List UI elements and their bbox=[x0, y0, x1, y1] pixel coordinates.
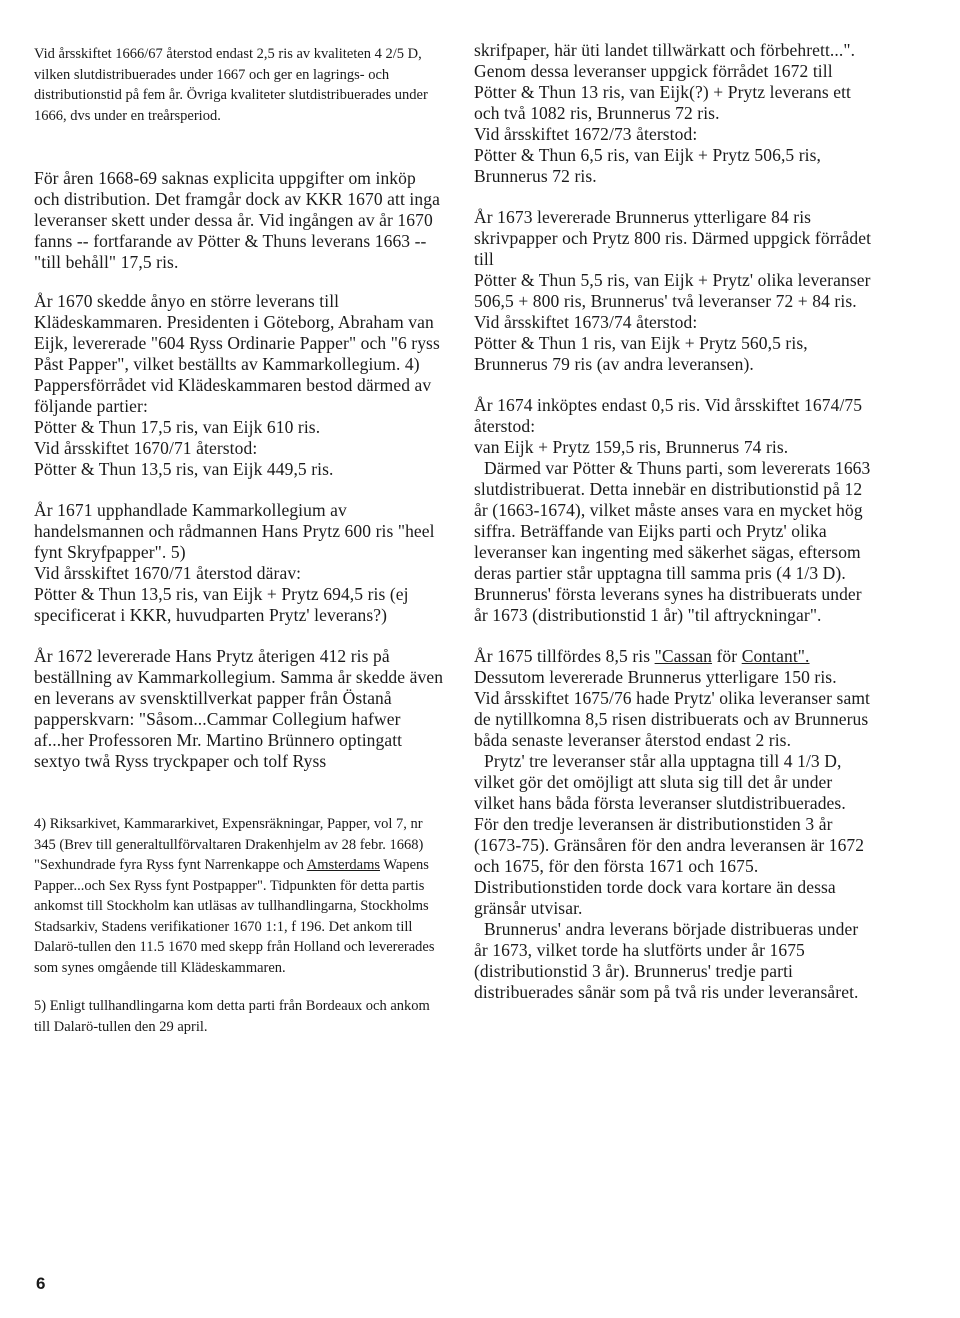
paragraph-1673: År 1673 levererade Brunnerus ytterligare 84 ris skrivpapper och Prytz 800 ris. Därmed uppgick förrådet till bbox=[474, 207, 872, 269]
paragraph-1673-74-heading: Vid årsskiftet 1673/74 återstod: bbox=[474, 312, 698, 332]
paragraph-1670-71-remaining: Pötter & Thun 13,5 ris, van Eijk 449,5 ris. bbox=[34, 459, 334, 479]
footnote-4 bbox=[34, 814, 444, 978]
paragraph-1671-remaining: Pötter & Thun 13,5 ris, van Eijk + Prytz 694,5 ris (ej specificerat i KKR, huvudparten Prytz' leverans?) bbox=[34, 584, 409, 625]
spacer bbox=[474, 187, 874, 207]
paragraph-1675 bbox=[474, 646, 874, 688]
spacer bbox=[34, 796, 444, 814]
right-column bbox=[474, 40, 874, 1003]
paragraph-1668-69: För åren 1668-69 saknas explicita uppgifter om inköp och distribution. Det framgår dock av KKR 1670 att inga leveranser skett under dessa år. Vid ingången av år 1670 fanns -- fortfarande av Pötter & Thuns leverans 1663 -- "till behåll" 17,5 ris. bbox=[34, 168, 440, 272]
paragraph-1671: År 1671 upphandlade Kammarkollegium av handelsmannen och rådmannen Hans Prytz 600 ris "heel fynt Skryfpapper". 5) bbox=[34, 500, 435, 562]
paragraph-brunnerus: Brunnerus' andra leverans började distribueras under år 1673, vilket torde ha slutförts under år 1675 (distributionstid 3 år). Brunnerus' tredje parti distribuerades sånär som på två ris under leveransåret. bbox=[474, 919, 859, 1002]
spacer bbox=[34, 978, 444, 996]
left-column bbox=[34, 44, 444, 1037]
spacer bbox=[34, 480, 444, 500]
spacer bbox=[474, 626, 874, 646]
paragraph-1675-contant: Contant". bbox=[741, 646, 810, 666]
spacer bbox=[34, 626, 444, 646]
paragraph-continuation: skrifpaper, här üti landet tillwärkatt och förbehrett...". Genom dessa leveranser uppgick förrådet 1672 till bbox=[474, 40, 856, 81]
footnote-4-text-a: 4) Riksarkivet, Kammararkivet, Expensräkningar, Papper, vol 7, nr 345 (Brev till generaltullförvaltaren Drakenhjelm av 28 febr. 1668) "Sexhundrade fyra Ryss fynt Narrenkappe och bbox=[34, 816, 424, 873]
spacer bbox=[474, 375, 874, 395]
spacer bbox=[34, 273, 444, 291]
paragraph-1671-heading: Vid årsskiftet 1670/71 återstod därav: bbox=[34, 563, 302, 583]
paragraph-1672: År 1672 levererade Hans Prytz återigen 412 ris på beställning av Kammarkollegium. Samma år skedde även en leverans av svensktillverkat papper från Östanå papperskvarn: "Såsom...Cammar Collegium hafwer af...her Professoren Mr. Martino Brünnero optingatt sextyo twå Ryss tryckpaper och tolf Ryss bbox=[34, 646, 444, 771]
spacer bbox=[34, 772, 444, 796]
paragraph-distribution-analysis: Därmed var Pötter & Thuns parti, som levererats 1663 slutdistribuerat. Detta innebär en distributionstid på 12 år (1663-1674), vilket måste anses vara en mycket hög siffra. Beträffande van Eijks parti och Prytz' olika leveranser kan ingenting med säkerhet sägas, eftersom deras partier står upptagna till samma pris (4 1/3 D). Brunnerus' första leverans synes ha distribuerats under år 1673 (distributionstid 1 år) "til aftryckningar". bbox=[474, 458, 871, 625]
spacer bbox=[34, 126, 444, 150]
paragraph-1675-76: Vid årsskiftet 1675/76 hade Prytz' olika leveranser samt de nytillkomna 8,5 risen distribuerats och av Brunnerus båda senaste leveranser återstod endast 2 ris. bbox=[474, 688, 870, 750]
paragraph-1675-text-a: År 1675 tillfördes 8,5 ris bbox=[474, 646, 655, 666]
paragraph-inventory-1666: Vid årsskiftet 1666/67 återstod endast 2,5 ris av kvaliteten 4 2/5 D, vilken slutdistribuerades under 1667 och ger en lagrings- och distributionstid på fem år. Övriga kvaliteter slutdistribuerades under 1666, dvs under en treårsperiod. bbox=[34, 46, 428, 124]
paragraph-1674-75-remaining: van Eijk + Prytz 159,5 ris, Brunnerus 74 ris. bbox=[474, 437, 789, 457]
paragraph-1674: År 1674 inköptes endast 0,5 ris. Vid årsskiftet 1674/75 återstod: bbox=[474, 395, 863, 436]
footnote-4-text-b: Wapens Papper...och Sex Ryss fynt Postpapper". Tidpunkten för detta partis ankomst till Stockholm kan utläsas av tullhandlingarna, Stockholms Stadsarkiv, Stadens verifikationer 1670 1:1, f 196. Det ankom till Dalarö-tullen den 11.5 1670 med skepp från Holland och levererades som synes omgående till Klädeskammaren. bbox=[34, 857, 435, 976]
paragraph-1670-stock: Pötter & Thun 17,5 ris, van Eijk 610 ris. bbox=[34, 417, 321, 437]
page-number: 6 bbox=[36, 1274, 46, 1293]
paragraph-1675-cassan: "Cassan bbox=[654, 646, 713, 666]
paragraph-1672-73-remaining: Pötter & Thun 6,5 ris, van Eijk + Prytz 506,5 ris, Brunnerus 72 ris. bbox=[474, 145, 822, 186]
footnote-4-underlined: Amsterdams bbox=[306, 857, 381, 873]
paragraph-1670-71-heading: Vid årsskiftet 1670/71 återstod: bbox=[34, 438, 258, 458]
paragraph-1673-stock: Pötter & Thun 5,5 ris, van Eijk + Prytz' olika leveranser 506,5 + 800 ris, Brunnerus' två leveranser 72 + 84 ris. bbox=[474, 270, 871, 311]
footnote-5: 5) Enligt tullhandlingarna kom detta parti från Bordeaux och ankom till Dalarö-tullen den 29 april. bbox=[34, 998, 430, 1035]
paragraph-1672-stock: Pötter & Thun 13 ris, van Eijk(?) + Prytz leverans ett och två 1082 ris, Brunnerus 72 ris. bbox=[474, 82, 852, 123]
paragraph-1672-73-heading: Vid årsskiftet 1672/73 återstod: bbox=[474, 124, 698, 144]
paragraph-prytz: Prytz' tre leveranser står alla upptagna till 4 1/3 D, vilket gör det omöjligt att sluta sig till det år under vilket hans båda första leveranser slutdistribuerades. För den tredje leveransen är distributionstiden 3 år (1673-75). Gränsåren för den andra leveransen är 1672 och 1675, för den första 1671 och 1675. Distributionstiden torde dock vara kortare än dessa gränsår utvisar. bbox=[474, 751, 865, 918]
paragraph-1675-text-m: för bbox=[712, 646, 742, 666]
paragraph-1670: År 1670 skedde ånyo en större leverans till Klädeskammaren. Presidenten i Göteborg, Abraham van Eijk, levererade "604 Ryss Ordinarie Papper" och "6 ryss Påst Papper", vilket beställts av Kammarkollegium. 4) Pappersförrådet vid Klädeskammaren bestod därmed av följande partier: bbox=[34, 291, 440, 416]
spacer bbox=[34, 150, 444, 168]
paragraph-1673-74-remaining: Pötter & Thun 1 ris, van Eijk + Prytz 560,5 ris, Brunnerus 79 ris (av andra leveransen). bbox=[474, 333, 808, 374]
paragraph-1675-text-b: Dessutom levererade Brunnerus ytterligare 150 ris. bbox=[474, 667, 837, 687]
